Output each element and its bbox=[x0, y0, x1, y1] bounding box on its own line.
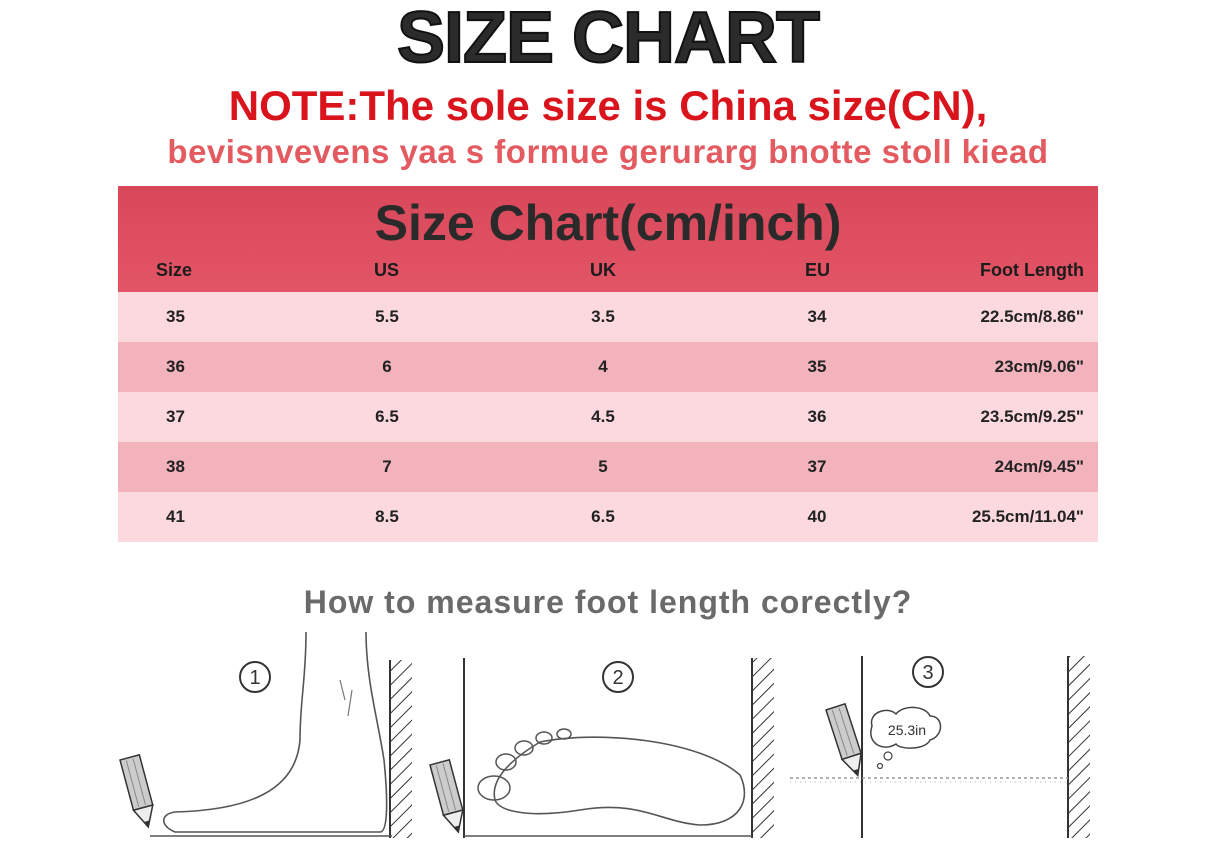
table-row bbox=[118, 392, 1098, 442]
cell-size: 38 bbox=[166, 457, 185, 476]
step-3-panel bbox=[790, 656, 1090, 838]
step-3-number: 3 bbox=[922, 662, 934, 684]
step-2-number: 2 bbox=[612, 667, 624, 689]
cell-eu: 36 bbox=[807, 407, 827, 426]
step-1-panel bbox=[120, 632, 412, 838]
cell-foot-length: 25.5cm/11.04" bbox=[971, 507, 1084, 526]
cell-us: 7 bbox=[382, 457, 392, 476]
cell-us: 5.5 bbox=[375, 307, 399, 326]
cell-foot-length: 23cm/9.06" bbox=[994, 357, 1084, 376]
table-header bbox=[118, 186, 1098, 292]
toe-icon bbox=[557, 729, 571, 739]
cell-eu: 35 bbox=[807, 357, 827, 376]
table-row bbox=[118, 342, 1098, 392]
cell-foot-length: 24cm/9.45" bbox=[994, 457, 1084, 476]
step-2-panel bbox=[430, 658, 774, 838]
wall-hatch bbox=[752, 658, 774, 838]
cell-uk: 3.5 bbox=[591, 307, 615, 326]
cell-size: 37 bbox=[166, 407, 185, 426]
wall-hatch bbox=[1068, 656, 1090, 838]
column-header-eu: EU bbox=[805, 260, 831, 280]
page-title: SIZE CHART bbox=[397, 0, 819, 78]
cell-size: 41 bbox=[166, 507, 185, 526]
size-chart-table bbox=[118, 186, 1098, 542]
column-header-size: Size bbox=[156, 260, 193, 280]
column-header-uk: UK bbox=[590, 260, 616, 280]
table-row bbox=[118, 442, 1098, 492]
cell-us: 6.5 bbox=[375, 407, 399, 426]
column-header-foot-length: Foot Length bbox=[980, 260, 1084, 280]
cell-size: 35 bbox=[166, 307, 185, 326]
cell-uk: 5 bbox=[598, 457, 608, 476]
note-line-1: NOTE:The sole size is China size(CN), bbox=[228, 82, 988, 129]
column-header-us: US bbox=[374, 260, 400, 280]
cell-eu: 34 bbox=[807, 307, 827, 326]
wall-hatch bbox=[390, 660, 412, 838]
cell-us: 8.5 bbox=[375, 507, 399, 526]
side-foot-icon bbox=[164, 632, 387, 832]
measure-title: How to measure foot length corectly? bbox=[303, 584, 913, 620]
pencil-icon bbox=[430, 760, 468, 835]
note-line-2: bevisnvevens yaa s formue gerurarg bnotte stoll kiead bbox=[167, 133, 1049, 170]
cell-size: 36 bbox=[166, 357, 185, 376]
toe-icon bbox=[536, 732, 552, 744]
cell-eu: 37 bbox=[807, 457, 827, 476]
table-title: Size Chart(cm/inch) bbox=[374, 195, 842, 251]
pencil-icon bbox=[120, 755, 158, 830]
bubble-text: 25.3in bbox=[887, 722, 927, 738]
table-row bbox=[118, 292, 1098, 342]
cell-uk: 4 bbox=[598, 357, 608, 376]
cell-foot-length: 22.5cm/8.86" bbox=[980, 307, 1084, 326]
cell-uk: 4.5 bbox=[591, 407, 615, 426]
cell-eu: 40 bbox=[807, 507, 827, 526]
cell-foot-length: 23.5cm/9.25" bbox=[980, 407, 1084, 426]
measurement-illustration bbox=[0, 620, 1216, 848]
step-1-number: 1 bbox=[249, 667, 261, 689]
table-row bbox=[118, 492, 1098, 542]
cell-uk: 6.5 bbox=[591, 507, 615, 526]
cell-us: 6 bbox=[382, 357, 392, 376]
